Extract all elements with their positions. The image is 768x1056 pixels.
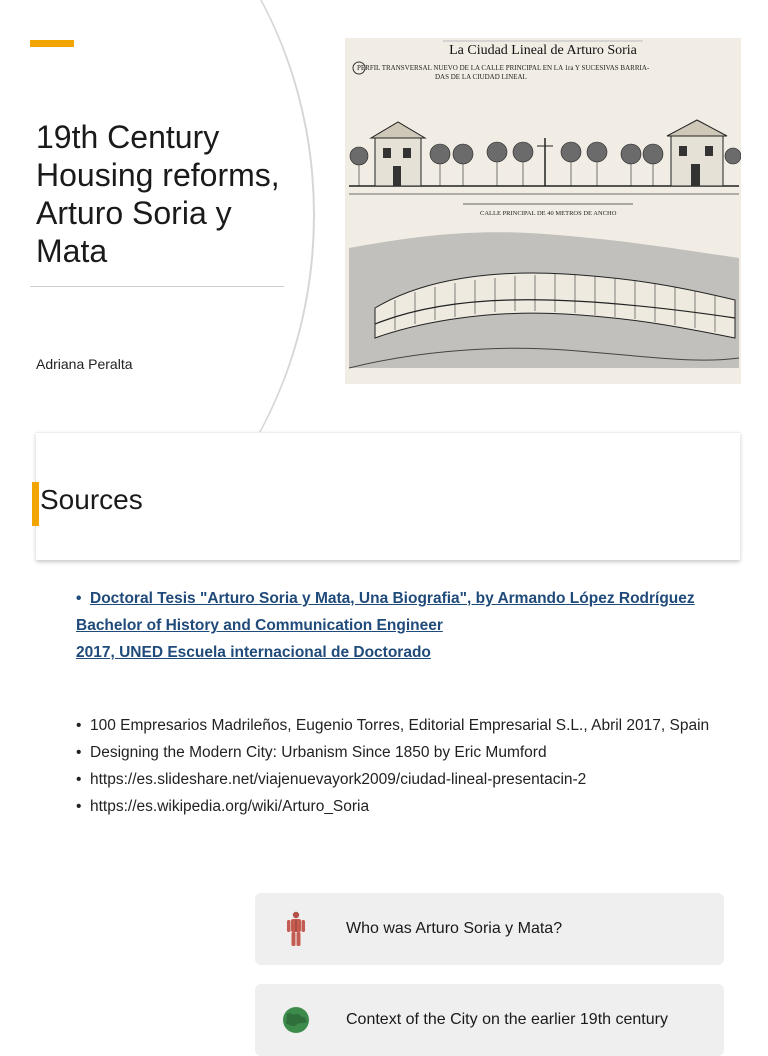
list-item: • 100 Empresarios Madrileños, Eugenio Torres, Editorial Empresarial S.L., Abril 2017, Spain — [76, 716, 726, 735]
slide-title: 19th Century Housing reforms, Arturo Soria y Mata — [36, 119, 280, 269]
topic-label: Context of the City on the earlier 19th century — [346, 1011, 668, 1028]
author-name: Adriana Peralta — [36, 356, 133, 372]
primary-source-links — [76, 590, 726, 661]
uned-link[interactable]: 2017, UNED Escuela internacional de Doctorado — [76, 644, 431, 661]
linear-city-plan — [349, 232, 739, 368]
list-item: • Designing the Modern City: Urbanism Since 1850 by Eric Mumford — [76, 743, 726, 762]
topic-label: Who was Arturo Soria y Mata? — [346, 920, 563, 937]
bachelor-link[interactable]: Bachelor of History and Communication Engineer — [76, 617, 443, 634]
list-item: • https://es.wikipedia.org/wiki/Arturo_Soria — [76, 797, 726, 816]
figure-subcaption-2: DAS DE LA CIUDAD LINEAL — [435, 73, 527, 81]
accent-bar — [30, 40, 74, 47]
topic-card-who-was[interactable] — [255, 893, 724, 965]
accent-bar — [32, 482, 39, 526]
globe-icon — [281, 1002, 311, 1038]
ciudad-lineal-illustration — [345, 38, 741, 384]
street-label: CALLE PRINCIPAL DE 40 METROS DE ANCHO — [480, 210, 617, 217]
figure-subcaption: PERFIL TRANSVERSAL NUEVO DE LA CALLE PRINCIPAL EN LA 1ra Y SUCESIVAS BARRIA- — [357, 64, 650, 72]
sources-heading: Sources — [40, 484, 143, 515]
figure-caption: La Ciudad Lineal de Arturo Soria — [449, 43, 637, 58]
thesis-link[interactable]: • Doctoral Tesis "Arturo Soria y Mata, Una Biografia", by Armando López Rodríguez — [76, 590, 726, 607]
title-slide — [0, 0, 768, 432]
list-item: • https://es.slideshare.net/viajenuevayork2009/ciudad-lineal-presentacin-2 — [76, 770, 726, 789]
reference-list — [76, 716, 726, 824]
person-anatomy-icon — [281, 911, 311, 947]
divider — [30, 286, 284, 287]
sources-slide — [0, 432, 768, 1028]
topic-card-context[interactable] — [255, 984, 724, 1056]
